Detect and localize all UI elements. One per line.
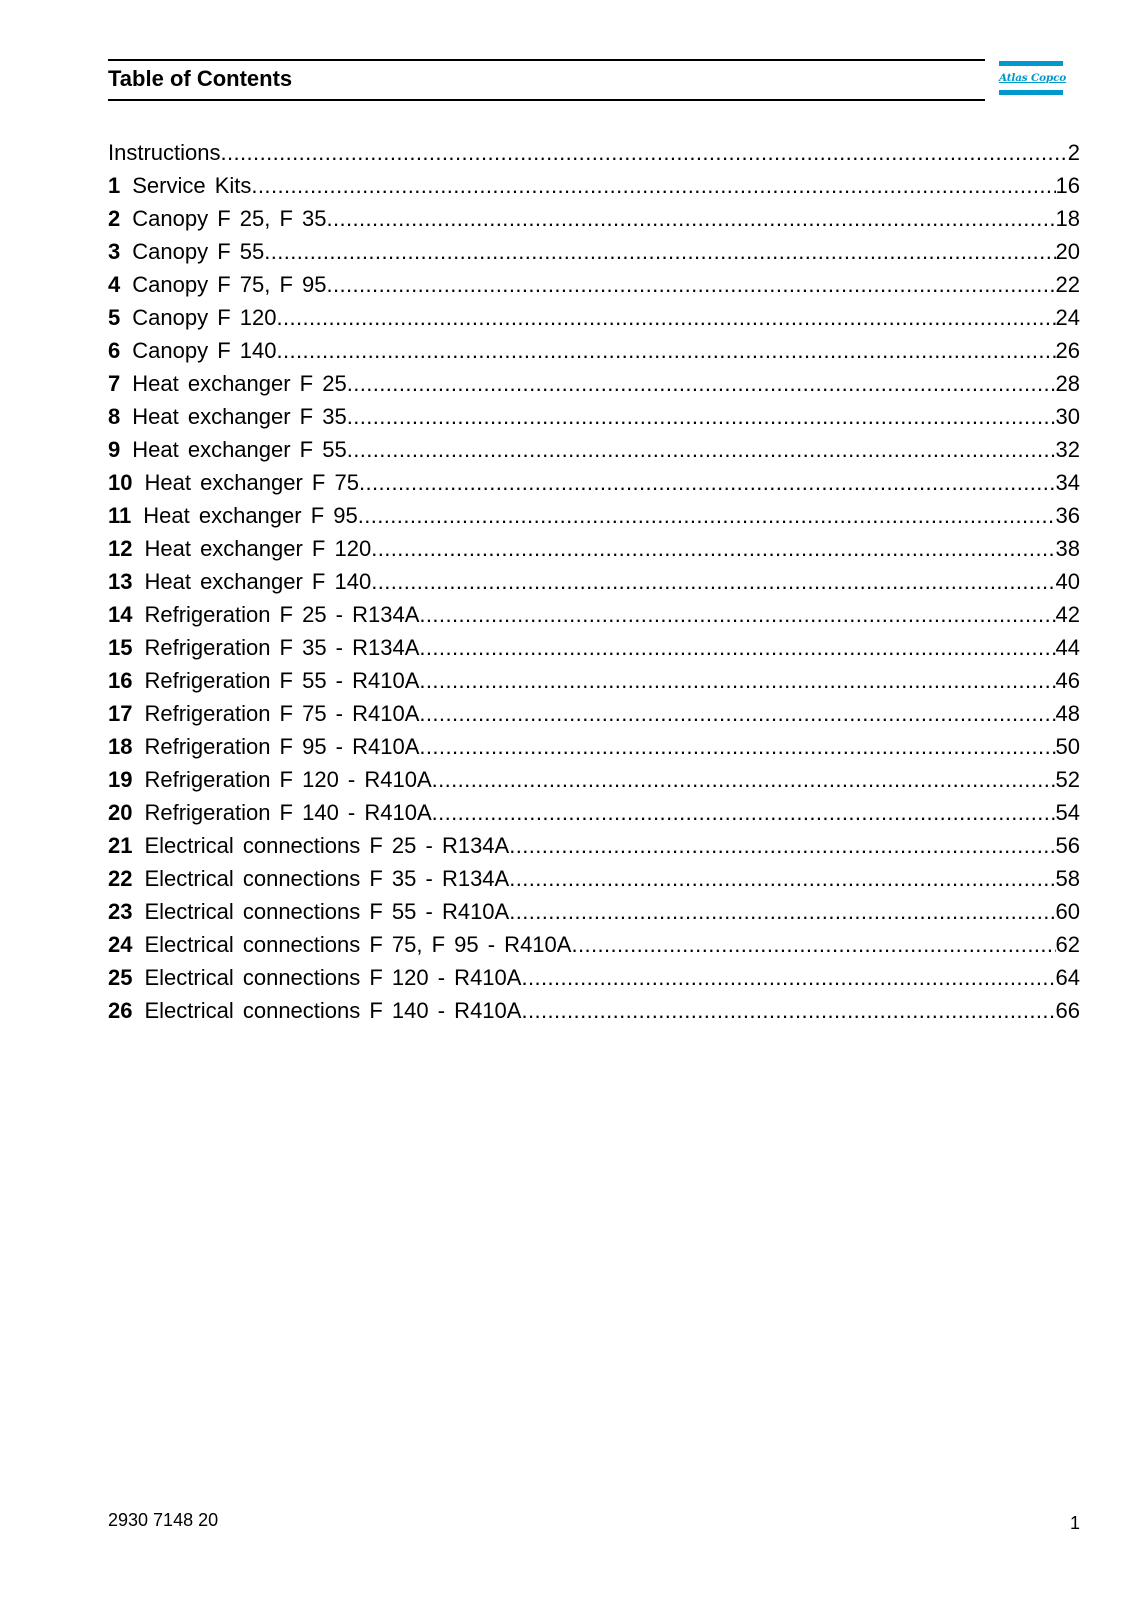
- toc-dot-leader: [359, 466, 1056, 499]
- toc-entry[interactable]: [108, 730, 1080, 763]
- toc-entry-title: Refrigeration F 35 - R134A: [144, 635, 420, 660]
- toc-entry-page: 66: [1055, 998, 1080, 1023]
- toc-entry-page: 46: [1055, 668, 1080, 693]
- toc-entry-title: Refrigeration F 75 - R410A: [144, 701, 420, 726]
- toc-entry-title: Refrigeration F 55 - R410A: [144, 668, 420, 693]
- toc-entry-title: Refrigeration F 95 - R410A: [144, 734, 420, 759]
- toc-dot-leader: [419, 598, 1055, 631]
- toc-dot-leader: [432, 763, 1056, 796]
- toc-entry-number: 2: [108, 206, 121, 231]
- toc-entry-number: 16: [108, 668, 133, 693]
- toc-entry-title: Canopy F 55: [132, 239, 265, 264]
- toc-entry-title: Heat exchanger F 120: [144, 536, 372, 561]
- toc-dot-leader: [419, 730, 1055, 763]
- toc-entry-number: 14: [108, 602, 133, 627]
- toc-entry-title: Heat exchanger F 35: [132, 404, 347, 429]
- toc-entry[interactable]: [108, 301, 1080, 334]
- toc-entry-title: Canopy F 140: [132, 338, 277, 363]
- toc-entry[interactable]: [108, 697, 1080, 730]
- toc-entry-title: Electrical connections F 35 - R134A: [144, 866, 510, 891]
- toc-entry-page: 32: [1055, 437, 1080, 462]
- toc-dot-leader: [509, 862, 1055, 895]
- toc-entry[interactable]: [108, 532, 1080, 565]
- toc-entry-number: 18: [108, 734, 133, 759]
- toc-entry[interactable]: [108, 235, 1080, 268]
- toc-entry-number: 9: [108, 437, 121, 462]
- toc-dot-leader: [264, 235, 1055, 268]
- toc-entry-title: Electrical connections F 25 - R134A: [144, 833, 510, 858]
- toc-entry-number: 24: [108, 932, 133, 957]
- toc-entry-title: Heat exchanger F 55: [132, 437, 347, 462]
- toc-entry-number: 10: [108, 470, 133, 495]
- toc-entry-number: 20: [108, 800, 133, 825]
- toc-entry-page: 16: [1055, 173, 1080, 198]
- toc-entry-number: 23: [108, 899, 133, 924]
- toc-entry-page: 40: [1055, 569, 1080, 594]
- toc-entry-number: 3: [108, 239, 121, 264]
- toc-entry[interactable]: [108, 334, 1080, 367]
- toc-entry-page: 26: [1055, 338, 1080, 363]
- toc-dot-leader: [276, 334, 1055, 367]
- toc-dot-leader: [326, 268, 1055, 301]
- toc-entry[interactable]: [108, 796, 1080, 829]
- toc-dot-leader: [419, 631, 1055, 664]
- toc-dot-leader: [326, 202, 1055, 235]
- toc-entry-page: 22: [1055, 272, 1080, 297]
- toc-entry-page: 60: [1055, 899, 1080, 924]
- toc-entry-number: 21: [108, 833, 133, 858]
- toc-entry-number: 17: [108, 701, 133, 726]
- toc-entry-number: 22: [108, 866, 133, 891]
- toc-entry[interactable]: [108, 664, 1080, 697]
- logo-bar-top: [999, 61, 1063, 66]
- table-of-contents: [108, 136, 1080, 1027]
- toc-entry-page: 50: [1055, 734, 1080, 759]
- logo-wordmark: Atlas Copco: [999, 72, 1067, 84]
- page-title: Table of Contents: [108, 66, 293, 91]
- toc-entry[interactable]: [108, 994, 1080, 1027]
- toc-entry-page: 24: [1055, 305, 1080, 330]
- toc-entry[interactable]: [108, 136, 1080, 169]
- toc-entry-title: Electrical connections F 55 - R410A: [144, 899, 510, 924]
- toc-dot-leader: [347, 367, 1056, 400]
- toc-entry-number: 13: [108, 569, 133, 594]
- toc-dot-leader: [276, 301, 1055, 334]
- toc-entry-title: Refrigeration F 25 - R134A: [144, 602, 420, 627]
- toc-entry[interactable]: [108, 499, 1080, 532]
- toc-entry-page: 18: [1055, 206, 1080, 231]
- toc-entry-page: 36: [1055, 503, 1080, 528]
- toc-entry[interactable]: [108, 895, 1080, 928]
- toc-dot-leader: [347, 433, 1056, 466]
- toc-entry-number: 11: [108, 503, 132, 528]
- toc-entry[interactable]: [108, 565, 1080, 598]
- toc-entry[interactable]: [108, 631, 1080, 664]
- toc-entry-number: 6: [108, 338, 121, 363]
- toc-entry-title: Electrical connections F 140 - R410A: [144, 998, 522, 1023]
- toc-entry-page: 38: [1055, 536, 1080, 561]
- toc-entry-number: 4: [108, 272, 121, 297]
- toc-entry-page: 62: [1055, 932, 1080, 957]
- toc-entry-page: 54: [1055, 800, 1080, 825]
- toc-entry-title: Refrigeration F 140 - R410A: [144, 800, 432, 825]
- toc-entry-title: Electrical connections F 75, F 95 - R410A: [144, 932, 572, 957]
- toc-dot-leader: [521, 994, 1055, 1027]
- toc-entry-title: Service Kits: [132, 173, 252, 198]
- toc-entry-page: 48: [1055, 701, 1080, 726]
- toc-dot-leader: [521, 961, 1055, 994]
- toc-entry[interactable]: [108, 268, 1080, 301]
- toc-entry-number: 1: [108, 173, 121, 198]
- header-rule-bottom: [108, 99, 985, 101]
- toc-entry[interactable]: [108, 466, 1080, 499]
- toc-entry-page: 64: [1055, 965, 1080, 990]
- toc-entry-page: 58: [1055, 866, 1080, 891]
- toc-entry-page: 56: [1055, 833, 1080, 858]
- toc-entry-title: Heat exchanger F 75: [144, 470, 359, 495]
- toc-entry-title: Heat exchanger F 25: [132, 371, 347, 396]
- toc-entry-number: 12: [108, 536, 133, 561]
- toc-entry-number: 8: [108, 404, 121, 429]
- toc-entry-number: 5: [108, 305, 121, 330]
- toc-dot-leader: [371, 532, 1055, 565]
- toc-entry-title: Heat exchanger F 95: [143, 503, 358, 528]
- page-number: 1: [1069, 1513, 1080, 1533]
- toc-entry-number: 15: [108, 635, 133, 660]
- toc-entry-title: Electrical connections F 120 - R410A: [144, 965, 522, 990]
- toc-dot-leader: [347, 400, 1056, 433]
- toc-dot-leader: [419, 664, 1055, 697]
- toc-entry-page: 2: [1067, 140, 1080, 165]
- toc-entry[interactable]: [108, 928, 1080, 961]
- toc-entry-title: Refrigeration F 120 - R410A: [144, 767, 432, 792]
- toc-entry-title: Canopy F 25, F 35: [132, 206, 327, 231]
- toc-entry[interactable]: [108, 433, 1080, 466]
- toc-entry[interactable]: [108, 400, 1080, 433]
- toc-entry-page: 52: [1055, 767, 1080, 792]
- toc-dot-leader: [221, 136, 1068, 169]
- toc-dot-leader: [509, 829, 1055, 862]
- toc-entry-page: 42: [1055, 602, 1080, 627]
- toc-entry-page: 28: [1055, 371, 1080, 396]
- toc-dot-leader: [358, 499, 1056, 532]
- toc-entry-title: Canopy F 120: [132, 305, 277, 330]
- toc-dot-leader: [419, 697, 1055, 730]
- toc-dot-leader: [371, 565, 1055, 598]
- header-rule-top: [108, 59, 985, 61]
- toc-entry[interactable]: [108, 169, 1080, 202]
- toc-entry[interactable]: [108, 202, 1080, 235]
- toc-entry-number: 7: [108, 371, 121, 396]
- document-number: 2930 7148 20: [108, 1510, 219, 1530]
- toc-dot-leader: [571, 928, 1055, 961]
- toc-entry-title: Canopy F 75, F 95: [132, 272, 327, 297]
- toc-entry-page: 44: [1055, 635, 1080, 660]
- toc-entry[interactable]: [108, 961, 1080, 994]
- toc-entry-page: 34: [1055, 470, 1080, 495]
- toc-entry-page: 30: [1055, 404, 1080, 429]
- toc-dot-leader: [509, 895, 1055, 928]
- logo-bar-bottom: [999, 90, 1063, 95]
- toc-entry[interactable]: [108, 598, 1080, 631]
- toc-entry-number: 25: [108, 965, 133, 990]
- toc-entry[interactable]: [108, 367, 1080, 400]
- toc-dot-leader: [432, 796, 1056, 829]
- toc-entry[interactable]: [108, 862, 1080, 895]
- toc-entry-number: 19: [108, 767, 133, 792]
- toc-entry-title: Instructions: [108, 140, 221, 165]
- toc-entry-page: 20: [1055, 239, 1080, 264]
- atlas-copco-logo: [999, 61, 1067, 95]
- toc-entry-title: Heat exchanger F 140: [144, 569, 372, 594]
- toc-entry[interactable]: [108, 763, 1080, 796]
- toc-entry[interactable]: [108, 829, 1080, 862]
- toc-dot-leader: [251, 169, 1055, 202]
- toc-entry-number: 26: [108, 998, 133, 1023]
